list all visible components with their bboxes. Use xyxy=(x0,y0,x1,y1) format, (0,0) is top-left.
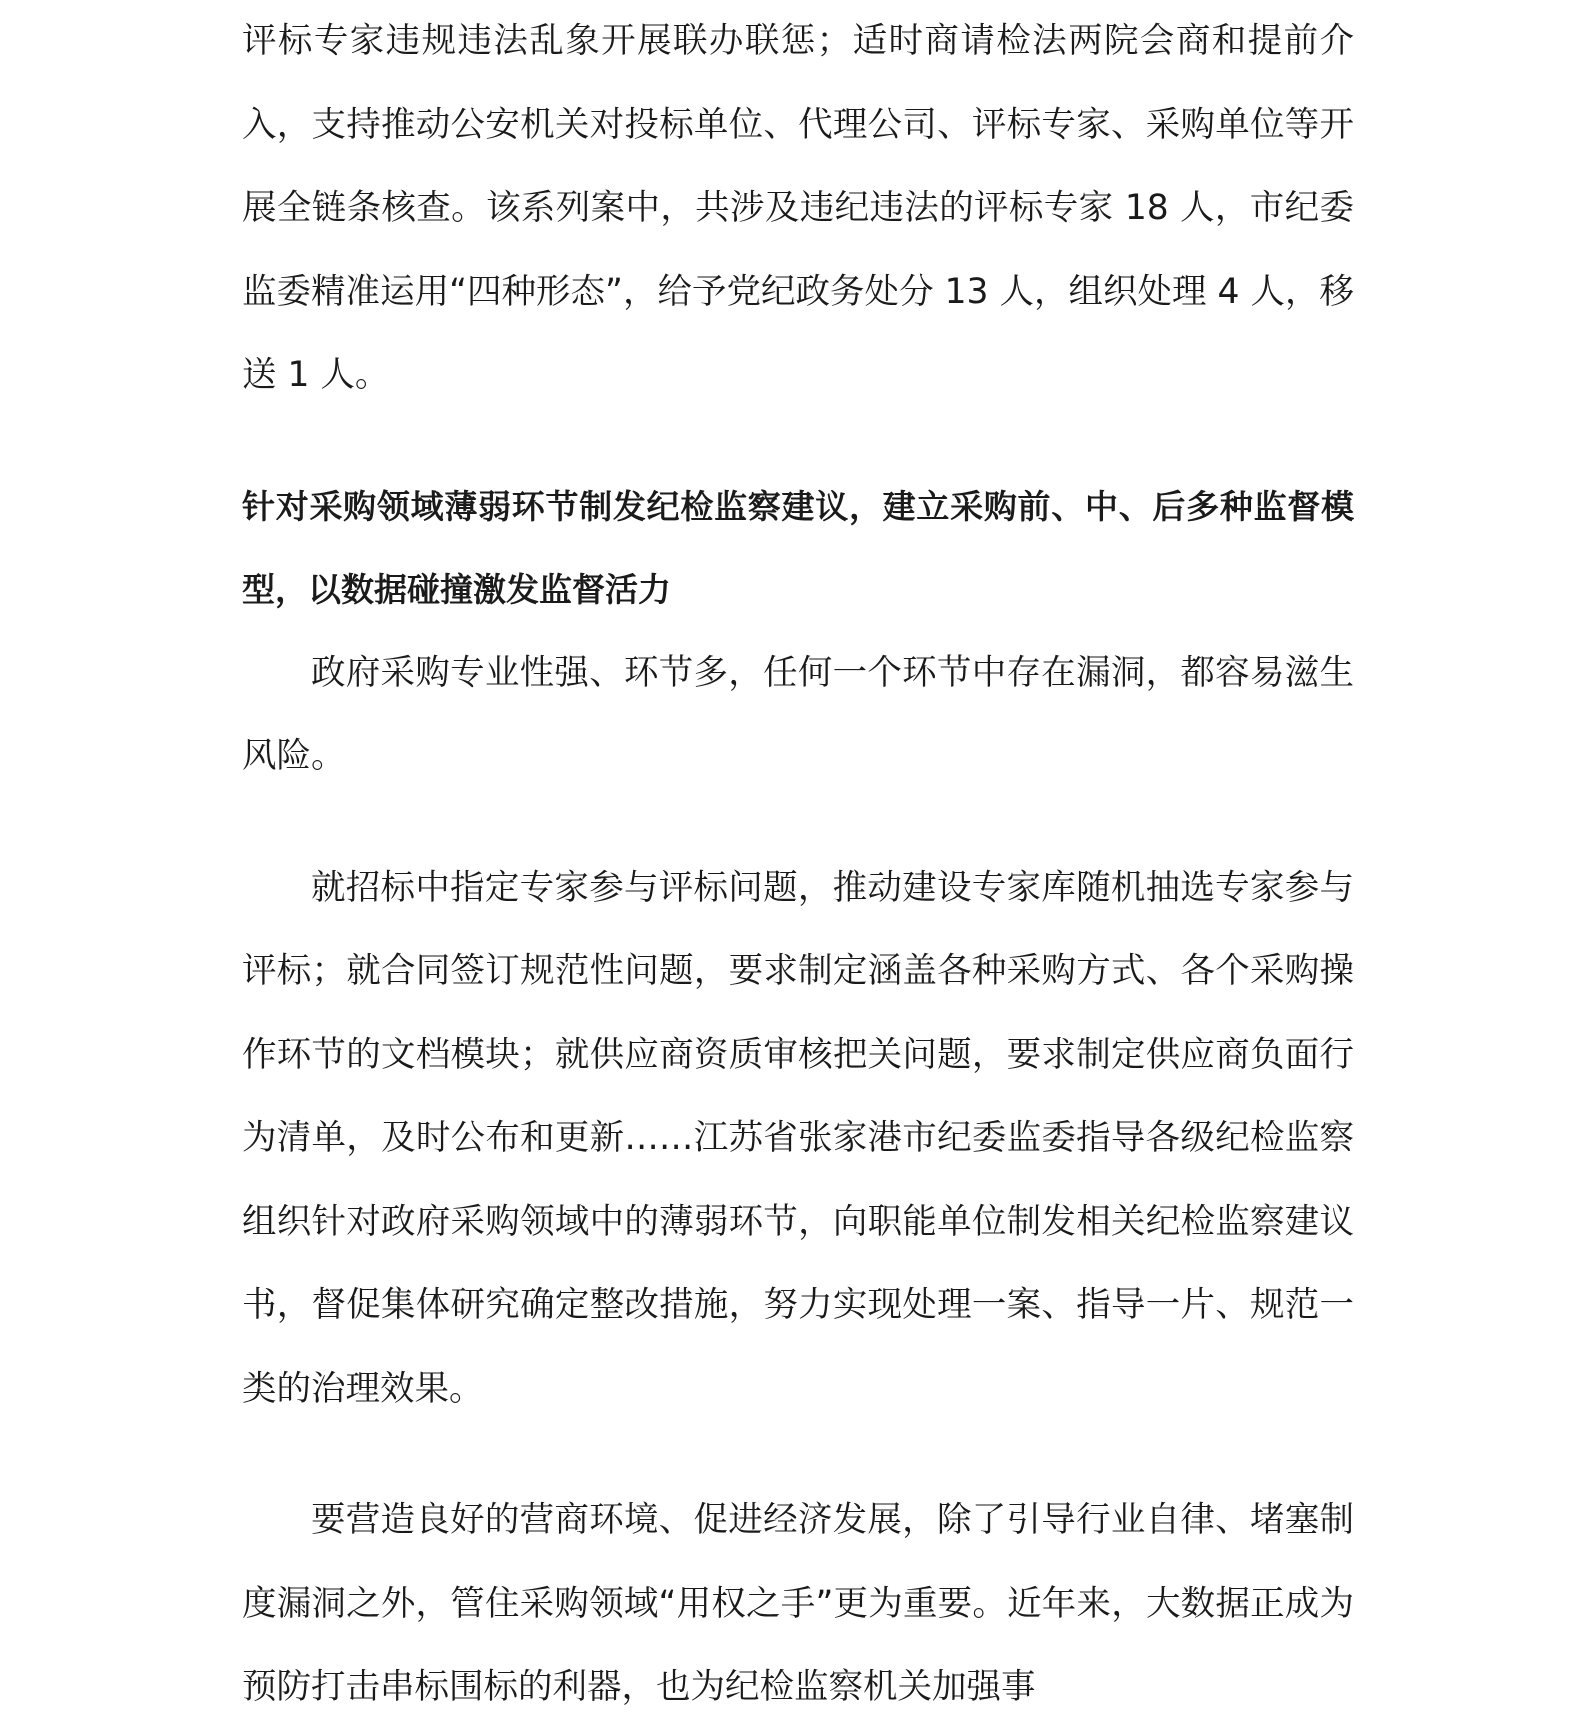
document-page xyxy=(242,0,1354,1730)
paragraph-big-data: 要营造良好的营商环境、促进经济发展，除了引导行业自律、堵塞制度漏洞之外，管住采购领域“用权之手”更为重要。近年来，大数据正成为预防打击串标围标的利器，也为纪检监察机关加强事 xyxy=(242,1500,1354,1707)
paragraph-supervision-measures: 就招标中指定专家参与评标问题，推动建设专家库随机抽选专家参与评标；就合同签订规范性问题，要求制定涵盖各种采购方式、各个采购操作环节的文档模块；就供应商资质审核把关问题，要求制定供应商负面行为清单，及时公布和更新……江苏省张家港市纪委监委指导各级纪检监察组织针对政府采购领域中的薄弱环节，向职能单位制发相关纪检监察建议书，督促集体研究确定整改措施，努力实现处理一案、指导一片、规范一类的治理效果。 xyxy=(242,867,1354,1409)
section-heading: 针对采购领域薄弱环节制发纪检监察建议，建立采购前、中、后多种监督模型，以数据碰撞激发监督活力 xyxy=(242,486,1354,609)
paragraph-procurement-risk: 政府采购专业性强、环节多，任何一个环节中存在漏洞，都容易滋生风险。 xyxy=(242,652,1354,776)
paragraph-case-summary: 评标专家违规违法乱象开展联办联惩；适时商请检法两院会商和提前介入，支持推动公安机关对投标单位、代理公司、评标专家、采购单位等开展全链条核查。该系列案中，共涉及违纪违法的评标专家 18 人，市纪委监委精准运用“四种形态”，给予党纪政务处分 13 人，组织处理 4 人，移送 1 人。 xyxy=(242,21,1354,395)
